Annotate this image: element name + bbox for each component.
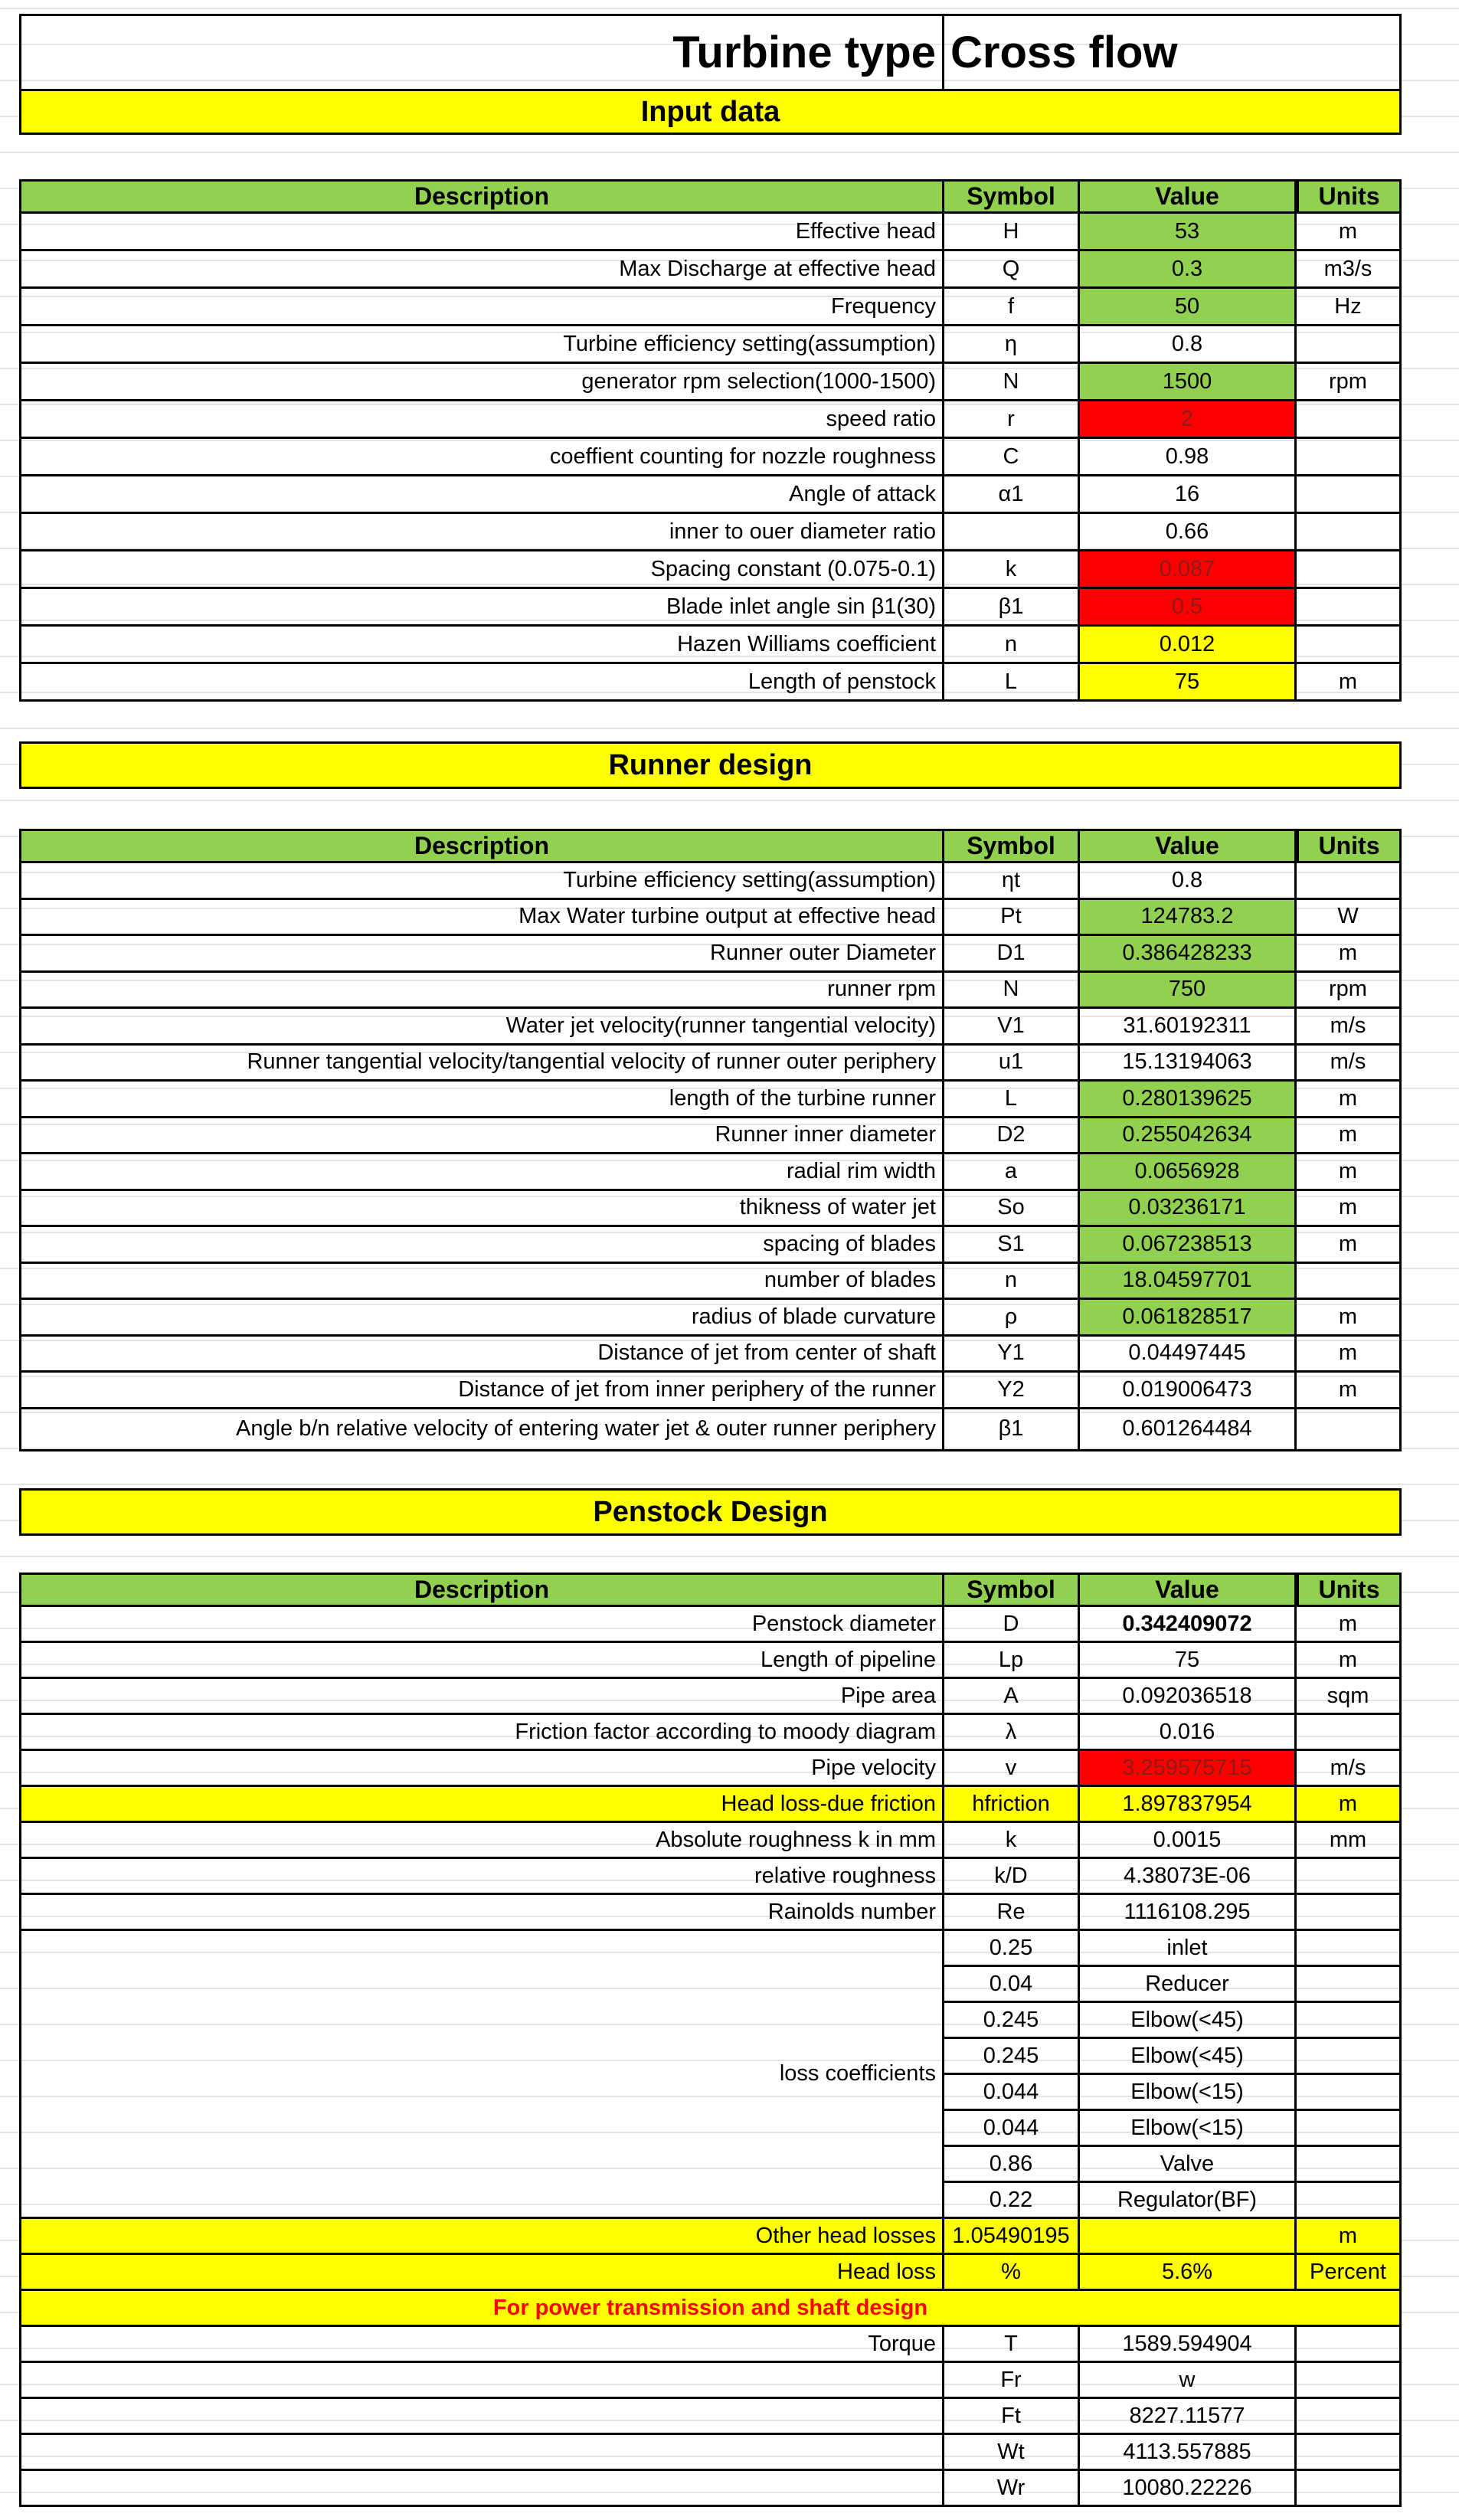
symbol-cell[interactable]: Re (944, 1895, 1080, 1931)
value-cell[interactable]: 0.5 (1080, 589, 1297, 627)
symbol-cell[interactable]: a (944, 1154, 1080, 1191)
value-cell[interactable]: 50 (1080, 289, 1297, 326)
value-cell[interactable]: 75 (1080, 1643, 1297, 1679)
description-cell[interactable]: Blade inlet angle sin β1(30) (19, 589, 944, 627)
symbol-cell[interactable]: D (944, 1607, 1080, 1643)
value-cell[interactable]: 4.38073E-06 (1080, 1859, 1297, 1895)
value-cell[interactable]: 16 (1080, 476, 1297, 514)
loss-coefficient-value[interactable]: 0.245 (944, 2003, 1080, 2039)
symbol-cell[interactable]: Wr (944, 2471, 1080, 2507)
description-cell[interactable]: Turbine efficiency setting(assumption) (19, 863, 944, 900)
loss-coefficients-label[interactable]: loss coefficients (19, 1931, 944, 2219)
value-cell[interactable]: 0.66 (1080, 514, 1297, 551)
other-head-losses-value[interactable]: 1.05490195 (944, 2219, 1080, 2255)
units-cell[interactable] (1297, 514, 1402, 551)
description-cell[interactable]: Runner inner diameter (19, 1118, 944, 1155)
symbol-cell[interactable]: k (944, 551, 1080, 589)
description-cell[interactable]: number of blades (19, 1264, 944, 1301)
value-cell[interactable]: 75 (1080, 664, 1297, 702)
description-cell[interactable]: Frequency (19, 289, 944, 326)
units-cell[interactable] (1297, 439, 1402, 476)
value-cell[interactable]: 0.386428233 (1080, 936, 1297, 973)
description-cell[interactable]: runner rpm (19, 973, 944, 1010)
value-cell[interactable]: 31.60192311 (1080, 1009, 1297, 1046)
units-cell[interactable] (1297, 627, 1402, 664)
units-cell[interactable]: m (1297, 1118, 1402, 1155)
input-header-units[interactable]: Units (1297, 179, 1402, 214)
description-cell[interactable]: Length of penstock (19, 664, 944, 702)
symbol-cell[interactable]: L (944, 664, 1080, 702)
loss-item-name[interactable]: Elbow(<45) (1080, 2039, 1297, 2075)
symbol-cell[interactable]: n (944, 627, 1080, 664)
value-cell[interactable]: 1500 (1080, 364, 1297, 401)
description-cell[interactable]: Angle b/n relative velocity of entering water jet & outer runner periphery (19, 1409, 944, 1451)
value-cell[interactable]: 0.067238513 (1080, 1227, 1297, 1264)
loss-coefficient-value[interactable]: 0.245 (944, 2039, 1080, 2075)
symbol-cell[interactable]: hfriction (944, 1787, 1080, 1823)
value-cell[interactable]: 0.280139625 (1080, 1082, 1297, 1118)
loss-item-units[interactable] (1297, 2075, 1402, 2111)
value-cell[interactable]: 1589.594904 (1080, 2327, 1297, 2363)
penstock-design-banner[interactable]: Penstock Design (19, 1488, 1402, 1536)
description-cell[interactable] (19, 2399, 944, 2435)
power-transmission-banner[interactable]: For power transmission and shaft design (19, 2291, 1402, 2327)
input-header-symbol[interactable]: Symbol (944, 179, 1080, 214)
symbol-cell[interactable]: Y1 (944, 1337, 1080, 1373)
input-header-description[interactable]: Description (19, 179, 944, 214)
symbol-cell[interactable]: u1 (944, 1046, 1080, 1082)
description-cell[interactable]: Effective head (19, 214, 944, 251)
description-cell[interactable]: Head loss-due friction (19, 1787, 944, 1823)
loss-item-units[interactable] (1297, 2147, 1402, 2183)
description-cell[interactable]: Runner outer Diameter (19, 936, 944, 973)
loss-item-name[interactable]: Valve (1080, 2147, 1297, 2183)
penstock-header-value[interactable]: Value (1080, 1573, 1297, 1607)
value-cell[interactable]: 0.012 (1080, 627, 1297, 664)
units-cell[interactable]: m (1297, 1300, 1402, 1337)
value-cell[interactable]: 0.019006473 (1080, 1373, 1297, 1409)
loss-coefficient-value[interactable]: 0.25 (944, 1931, 1080, 1967)
units-cell[interactable]: m (1297, 1191, 1402, 1228)
units-cell[interactable] (1297, 2435, 1402, 2471)
units-cell[interactable] (1297, 2399, 1402, 2435)
symbol-cell[interactable]: Ft (944, 2399, 1080, 2435)
value-cell[interactable]: 0.255042634 (1080, 1118, 1297, 1155)
symbol-cell[interactable]: f (944, 289, 1080, 326)
value-cell[interactable]: 0.0015 (1080, 1823, 1297, 1859)
description-cell[interactable]: Spacing constant (0.075-0.1) (19, 551, 944, 589)
units-cell[interactable]: m (1297, 1154, 1402, 1191)
description-cell[interactable]: speed ratio (19, 401, 944, 439)
turbine-type-label[interactable]: Turbine type (19, 14, 944, 89)
units-cell[interactable]: m/s (1297, 1046, 1402, 1082)
value-cell[interactable]: 0.04497445 (1080, 1337, 1297, 1373)
symbol-cell[interactable]: V1 (944, 1009, 1080, 1046)
units-cell[interactable]: m (1297, 1787, 1402, 1823)
value-cell[interactable]: 0.601264484 (1080, 1409, 1297, 1451)
value-cell[interactable]: 15.13194063 (1080, 1046, 1297, 1082)
runner-design-banner[interactable]: Runner design (19, 741, 1402, 789)
description-cell[interactable] (19, 2471, 944, 2507)
symbol-cell[interactable]: ηt (944, 863, 1080, 900)
loss-item-units[interactable] (1297, 2003, 1402, 2039)
head-loss-units[interactable]: Percent (1297, 2255, 1402, 2291)
loss-item-units[interactable] (1297, 1931, 1402, 1967)
description-cell[interactable]: Rainolds number (19, 1895, 944, 1931)
symbol-cell[interactable]: C (944, 439, 1080, 476)
loss-item-name[interactable]: Reducer (1080, 1967, 1297, 2003)
units-cell[interactable]: m (1297, 1373, 1402, 1409)
loss-coefficient-value[interactable]: 0.86 (944, 2147, 1080, 2183)
value-cell[interactable]: 10080.22226 (1080, 2471, 1297, 2507)
units-cell[interactable] (1297, 863, 1402, 900)
symbol-cell[interactable]: Q (944, 251, 1080, 289)
head-loss-symbol[interactable]: % (944, 2255, 1080, 2291)
value-cell[interactable]: 0.087 (1080, 551, 1297, 589)
input-data-banner[interactable]: Input data (19, 89, 1402, 135)
symbol-cell[interactable]: Y2 (944, 1373, 1080, 1409)
loss-item-name[interactable]: inlet (1080, 1931, 1297, 1967)
units-cell[interactable]: m (1297, 1337, 1402, 1373)
head-loss-label[interactable]: Head loss (19, 2255, 944, 2291)
loss-coefficient-value[interactable]: 0.044 (944, 2111, 1080, 2147)
head-loss-value[interactable]: 5.6% (1080, 2255, 1297, 2291)
penstock-header-units[interactable]: Units (1297, 1573, 1402, 1607)
value-cell[interactable]: 3.259575715 (1080, 1751, 1297, 1787)
value-cell[interactable]: 0.8 (1080, 863, 1297, 900)
loss-coefficient-value[interactable]: 0.22 (944, 2183, 1080, 2219)
units-cell[interactable] (1297, 2327, 1402, 2363)
units-cell[interactable]: m (1297, 1082, 1402, 1118)
value-cell[interactable]: 0.016 (1080, 1715, 1297, 1751)
symbol-cell[interactable]: η (944, 326, 1080, 364)
value-cell[interactable]: 0.98 (1080, 439, 1297, 476)
other-head-losses-empty[interactable] (1080, 2219, 1297, 2255)
symbol-cell[interactable]: Wt (944, 2435, 1080, 2471)
symbol-cell[interactable]: A (944, 1679, 1080, 1715)
loss-coefficient-value[interactable]: 0.04 (944, 1967, 1080, 2003)
description-cell[interactable] (19, 2435, 944, 2471)
turbine-type-value[interactable]: Cross flow (944, 14, 1402, 89)
symbol-cell[interactable]: Pt (944, 900, 1080, 937)
units-cell[interactable] (1297, 476, 1402, 514)
description-cell[interactable]: radius of blade curvature (19, 1300, 944, 1337)
value-cell[interactable]: 0.342409072 (1080, 1607, 1297, 1643)
units-cell[interactable] (1297, 1859, 1402, 1895)
description-cell[interactable]: Max Discharge at effective head (19, 251, 944, 289)
units-cell[interactable]: m (1297, 1227, 1402, 1264)
units-cell[interactable]: m (1297, 214, 1402, 251)
units-cell[interactable]: m/s (1297, 1009, 1402, 1046)
description-cell[interactable]: Runner tangential velocity/tangential velocity of runner outer periphery (19, 1046, 944, 1082)
loss-item-name[interactable]: Regulator(BF) (1080, 2183, 1297, 2219)
symbol-cell[interactable]: N (944, 973, 1080, 1010)
symbol-cell[interactable]: N (944, 364, 1080, 401)
value-cell[interactable]: 1.897837954 (1080, 1787, 1297, 1823)
symbol-cell[interactable]: β1 (944, 589, 1080, 627)
value-cell[interactable]: 0.3 (1080, 251, 1297, 289)
units-cell[interactable]: rpm (1297, 364, 1402, 401)
units-cell[interactable]: m (1297, 1607, 1402, 1643)
symbol-cell[interactable]: Lp (944, 1643, 1080, 1679)
units-cell[interactable] (1297, 2363, 1402, 2399)
other-head-losses-units[interactable]: m (1297, 2219, 1402, 2255)
symbol-cell[interactable]: S1 (944, 1227, 1080, 1264)
units-cell[interactable] (1297, 401, 1402, 439)
loss-item-name[interactable]: Elbow(<15) (1080, 2075, 1297, 2111)
units-cell[interactable]: m (1297, 1643, 1402, 1679)
value-cell[interactable]: 2 (1080, 401, 1297, 439)
symbol-cell[interactable]: T (944, 2327, 1080, 2363)
description-cell[interactable]: Angle of attack (19, 476, 944, 514)
description-cell[interactable]: Torque (19, 2327, 944, 2363)
description-cell[interactable]: thikness of water jet (19, 1191, 944, 1228)
description-cell[interactable]: Pipe velocity (19, 1751, 944, 1787)
symbol-cell[interactable]: D1 (944, 936, 1080, 973)
units-cell[interactable] (1297, 551, 1402, 589)
value-cell[interactable]: 124783.2 (1080, 900, 1297, 937)
symbol-cell[interactable]: α1 (944, 476, 1080, 514)
description-cell[interactable]: Distance of jet from inner periphery of the runner (19, 1373, 944, 1409)
value-cell[interactable]: 53 (1080, 214, 1297, 251)
runner-header-value[interactable]: Value (1080, 829, 1297, 863)
description-cell[interactable]: Pipe area (19, 1679, 944, 1715)
units-cell[interactable] (1297, 2471, 1402, 2507)
description-cell[interactable]: Friction factor according to moody diagram (19, 1715, 944, 1751)
description-cell[interactable]: inner to ouer diameter ratio (19, 514, 944, 551)
units-cell[interactable]: mm (1297, 1823, 1402, 1859)
value-cell[interactable]: 750 (1080, 973, 1297, 1010)
loss-item-name[interactable]: Elbow(<15) (1080, 2111, 1297, 2147)
units-cell[interactable]: m (1297, 936, 1402, 973)
value-cell[interactable]: 0.092036518 (1080, 1679, 1297, 1715)
units-cell[interactable]: m3/s (1297, 251, 1402, 289)
description-cell[interactable]: Penstock diameter (19, 1607, 944, 1643)
penstock-header-description[interactable]: Description (19, 1573, 944, 1607)
penstock-header-symbol[interactable]: Symbol (944, 1573, 1080, 1607)
units-cell[interactable]: sqm (1297, 1679, 1402, 1715)
value-cell[interactable]: 8227.11577 (1080, 2399, 1297, 2435)
description-cell[interactable] (19, 2363, 944, 2399)
units-cell[interactable]: Hz (1297, 289, 1402, 326)
symbol-cell[interactable]: k (944, 1823, 1080, 1859)
symbol-cell[interactable]: ρ (944, 1300, 1080, 1337)
units-cell[interactable] (1297, 589, 1402, 627)
symbol-cell[interactable]: r (944, 401, 1080, 439)
description-cell[interactable]: Hazen Williams coefficient (19, 627, 944, 664)
description-cell[interactable]: length of the turbine runner (19, 1082, 944, 1118)
value-cell[interactable]: 1116108.295 (1080, 1895, 1297, 1931)
loss-item-units[interactable] (1297, 1967, 1402, 2003)
value-cell[interactable]: 0.061828517 (1080, 1300, 1297, 1337)
loss-item-units[interactable] (1297, 2183, 1402, 2219)
units-cell[interactable]: W (1297, 900, 1402, 937)
symbol-cell[interactable]: β1 (944, 1409, 1080, 1451)
description-cell[interactable]: spacing of blades (19, 1227, 944, 1264)
loss-coefficient-value[interactable]: 0.044 (944, 2075, 1080, 2111)
units-cell[interactable] (1297, 1409, 1402, 1451)
other-head-losses-label[interactable]: Other head losses (19, 2219, 944, 2255)
value-cell[interactable]: 4113.557885 (1080, 2435, 1297, 2471)
units-cell[interactable] (1297, 1895, 1402, 1931)
value-cell[interactable]: 0.8 (1080, 326, 1297, 364)
description-cell[interactable]: Distance of jet from center of shaft (19, 1337, 944, 1373)
description-cell[interactable]: coeffient counting for nozzle roughness (19, 439, 944, 476)
description-cell[interactable]: radial rim width (19, 1154, 944, 1191)
loss-item-name[interactable]: Elbow(<45) (1080, 2003, 1297, 2039)
symbol-cell[interactable]: So (944, 1191, 1080, 1228)
loss-item-units[interactable] (1297, 2039, 1402, 2075)
symbol-cell[interactable]: v (944, 1751, 1080, 1787)
value-cell[interactable]: 0.0656928 (1080, 1154, 1297, 1191)
value-cell[interactable]: 0.03236171 (1080, 1191, 1297, 1228)
symbol-cell[interactable] (944, 514, 1080, 551)
description-cell[interactable]: relative roughness (19, 1859, 944, 1895)
runner-header-description[interactable]: Description (19, 829, 944, 863)
loss-item-units[interactable] (1297, 2111, 1402, 2147)
description-cell[interactable]: Absolute roughness k in mm (19, 1823, 944, 1859)
description-cell[interactable]: generator rpm selection(1000-1500) (19, 364, 944, 401)
units-cell[interactable]: m/s (1297, 1751, 1402, 1787)
value-cell[interactable]: w (1080, 2363, 1297, 2399)
symbol-cell[interactable]: D2 (944, 1118, 1080, 1155)
description-cell[interactable]: Water jet velocity(runner tangential velocity) (19, 1009, 944, 1046)
symbol-cell[interactable]: Fr (944, 2363, 1080, 2399)
symbol-cell[interactable]: k/D (944, 1859, 1080, 1895)
value-cell[interactable]: 18.04597701 (1080, 1264, 1297, 1301)
units-cell[interactable] (1297, 1264, 1402, 1301)
symbol-cell[interactable]: n (944, 1264, 1080, 1301)
symbol-cell[interactable]: L (944, 1082, 1080, 1118)
input-header-value[interactable]: Value (1080, 179, 1297, 214)
units-cell[interactable]: m (1297, 664, 1402, 702)
runner-header-symbol[interactable]: Symbol (944, 829, 1080, 863)
units-cell[interactable]: rpm (1297, 973, 1402, 1010)
description-cell[interactable]: Length of pipeline (19, 1643, 944, 1679)
description-cell[interactable]: Max Water turbine output at effective head (19, 900, 944, 937)
runner-header-units[interactable]: Units (1297, 829, 1402, 863)
units-cell[interactable] (1297, 1715, 1402, 1751)
units-cell[interactable] (1297, 326, 1402, 364)
description-cell[interactable]: Turbine efficiency setting(assumption) (19, 326, 944, 364)
symbol-cell[interactable]: H (944, 214, 1080, 251)
symbol-cell[interactable]: λ (944, 1715, 1080, 1751)
